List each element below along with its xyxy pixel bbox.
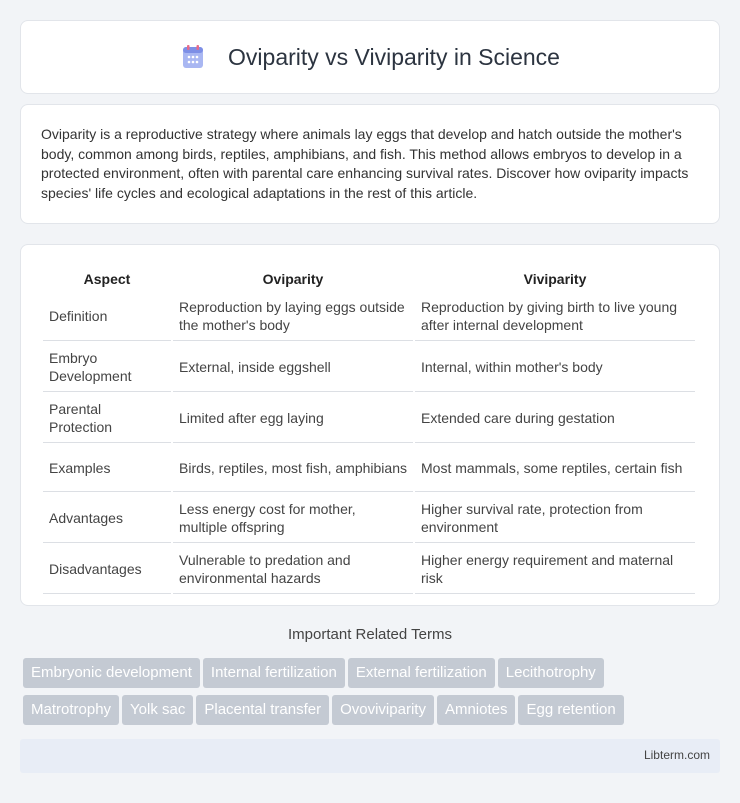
related-terms-list — [23, 658, 723, 732]
header-card — [20, 20, 720, 94]
footer — [20, 739, 720, 773]
table-cell: Disadvantages — [43, 545, 171, 594]
related-term-tag[interactable]: Placental transfer — [196, 695, 329, 725]
table-cell: Extended care during gestation — [415, 394, 695, 443]
table-cell: Definition — [43, 292, 171, 341]
related-terms-title: Important Related Terms — [288, 626, 452, 643]
related-term-tag[interactable]: Matrotrophy — [23, 695, 119, 725]
footer-brand-link[interactable]: Libterm.com — [643, 748, 710, 762]
intro-text: Oviparity is a reproductive strategy where animals lay eggs that develop and hatch outside the mother's body, common among birds, reptiles, amphibians, and fish. This method allows embryos to develop in a protected environment, often with parental care enhancing survival rates. Discover how oviparity impacts species' life cycles and ecological adaptations in the rest of this article. — [41, 126, 689, 201]
table-header-oviparity: Oviparity — [262, 271, 324, 287]
table-cell: Higher energy requirement and maternal risk — [415, 545, 695, 594]
table-cell: Examples — [43, 445, 171, 492]
table-cell: Embryo Development — [43, 343, 171, 392]
related-term-tag[interactable]: Egg retention — [518, 695, 623, 725]
table-cell: Reproduction by laying eggs outside the mother's body — [173, 292, 413, 341]
table-cell: Vulnerable to predation and environmental hazards — [173, 545, 413, 594]
table-row — [43, 445, 695, 492]
table-cell: Internal, within mother's body — [415, 343, 695, 392]
related-term-tag[interactable]: Ovoviviparity — [332, 695, 434, 725]
table-header-row — [43, 267, 695, 290]
related-term-tag[interactable]: Embryonic development — [23, 658, 200, 688]
table-header-viviparity: Viviparity — [523, 271, 587, 287]
table-cell: Higher survival rate, protection from environment — [415, 494, 695, 543]
table-row — [43, 343, 695, 392]
comparison-table — [41, 265, 697, 596]
table-cell: Limited after egg laying — [173, 394, 413, 443]
related-term-tag[interactable]: Amniotes — [437, 695, 516, 725]
table-row — [43, 494, 695, 543]
related-term-tag[interactable]: Internal fertilization — [203, 658, 345, 688]
table-cell: Parental Protection — [43, 394, 171, 443]
related-term-tag[interactable]: External fertilization — [348, 658, 495, 688]
comparison-table-card — [20, 244, 720, 606]
table-cell: Reproduction by giving birth to live young after internal development — [415, 292, 695, 341]
table-header-aspect: Aspect — [83, 271, 131, 287]
document-icon — [180, 44, 206, 70]
page-title: Oviparity vs Viviparity in Science — [228, 43, 560, 70]
table-cell: External, inside eggshell — [173, 343, 413, 392]
table-row — [43, 292, 695, 341]
related-term-tag[interactable]: Lecithotrophy — [498, 658, 604, 688]
table-cell: Most mammals, some reptiles, certain fish — [415, 445, 695, 492]
table-cell: Birds, reptiles, most fish, amphibians — [173, 445, 413, 492]
intro-card — [20, 104, 720, 224]
table-cell: Less energy cost for mother, multiple offspring — [173, 494, 413, 543]
related-term-tag[interactable]: Yolk sac — [122, 695, 193, 725]
table-row — [43, 394, 695, 443]
table-cell: Advantages — [43, 494, 171, 543]
table-row — [43, 545, 695, 594]
